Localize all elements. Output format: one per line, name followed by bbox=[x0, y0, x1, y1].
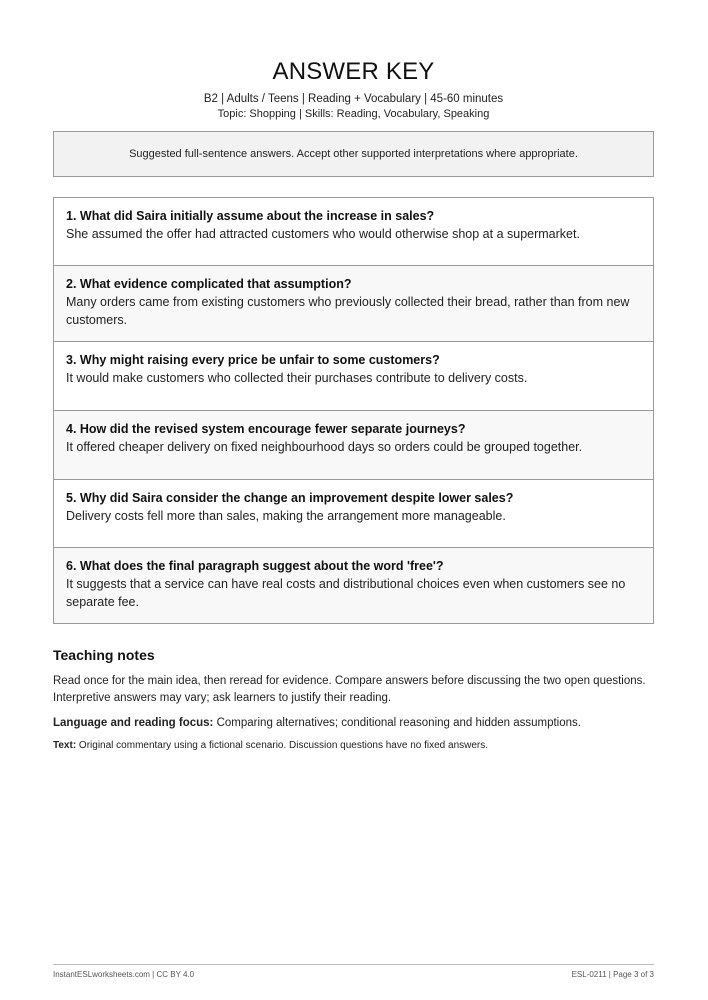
answer-text: Delivery costs fell more than sales, making the arrangement more manageable. bbox=[66, 509, 506, 523]
answer-row bbox=[54, 266, 653, 342]
teaching-notes-body: Read once for the main idea, then reread for evidence. Compare answers before discussing the two open questions. Interpretive answers may vary; ask learners to justify their reading. bbox=[53, 675, 646, 704]
answer-table bbox=[53, 197, 654, 624]
answer-row bbox=[54, 548, 653, 623]
instruction-text: Suggested full-sentence answers. Accept other supported interpretations where appropriate. bbox=[129, 148, 578, 160]
reading-focus-label: Language and reading focus: bbox=[53, 717, 214, 729]
answer-row bbox=[54, 342, 653, 411]
answer-row bbox=[54, 411, 653, 480]
text-source-label: Text: bbox=[53, 740, 77, 751]
text-source-body: Original commentary using a fictional scenario. Discussion questions have no fixed answers. bbox=[76, 740, 489, 751]
reading-focus-text: Comparing alternatives; conditional reasoning and hidden assumptions. bbox=[213, 717, 581, 729]
teaching-notes-heading: Teaching notes bbox=[53, 647, 155, 663]
answer-text: Many orders came from existing customers who previously collected their bread, rather than from new customers. bbox=[66, 295, 630, 327]
answer-row bbox=[54, 480, 653, 548]
answer-text: It offered cheaper delivery on fixed neighbourhood days so orders could be grouped together. bbox=[66, 440, 583, 454]
worksheet-page bbox=[53, 0, 654, 1000]
page-footer bbox=[53, 964, 654, 979]
footer-credit: InstantESLworksheets.com | CC BY 4.0 bbox=[53, 970, 195, 979]
question-text: 2. What evidence complicated that assumption? bbox=[66, 277, 352, 291]
footer-page-number: ESL-0211 | Page 3 of 3 bbox=[571, 970, 654, 979]
answer-row bbox=[54, 198, 653, 266]
question-text: 5. Why did Saira consider the change an improvement despite lower sales? bbox=[66, 491, 514, 505]
level-meta: B2 | Adults / Teens | Reading + Vocabulary | 45-60 minutes bbox=[203, 93, 504, 105]
answer-text: It suggests that a service can have real costs and distributional choices even when customers see no separate fee. bbox=[66, 577, 626, 609]
answer-text: She assumed the offer had attracted customers who would otherwise shop at a supermarket. bbox=[66, 227, 580, 241]
instruction-box bbox=[53, 131, 654, 177]
question-text: 4. How did the revised system encourage fewer separate journeys? bbox=[66, 422, 466, 436]
text-source-note bbox=[53, 739, 654, 753]
question-text: 6. What does the final paragraph suggest about the word 'free'? bbox=[66, 559, 444, 573]
question-text: 1. What did Saira initially assume about the increase in sales? bbox=[66, 209, 435, 223]
answer-text: It would make customers who collected their purchases contribute to delivery costs. bbox=[66, 371, 528, 385]
question-text: 3. Why might raising every price be unfair to some customers? bbox=[66, 353, 440, 367]
page-title: ANSWER KEY bbox=[272, 58, 435, 85]
topic-line: Topic: Shopping | Skills: Reading, Vocabulary, Speaking bbox=[217, 108, 490, 120]
reading-focus bbox=[53, 715, 654, 731]
